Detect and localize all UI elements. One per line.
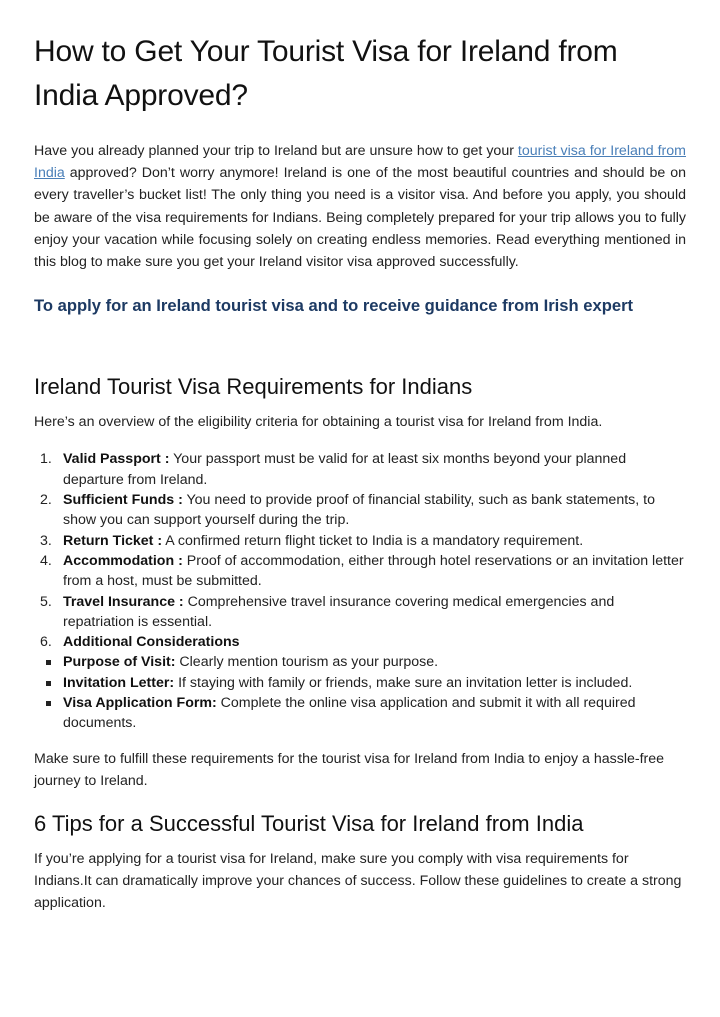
consideration-item (34, 673, 686, 693)
item-text: Comprehensive travel insurance covering medical emergencies and repatriation is essential. (63, 593, 615, 630)
square-bullet-icon (46, 660, 51, 665)
item-label: Purpose of Visit: (63, 654, 176, 671)
item-label: Invitation Letter: (63, 674, 175, 691)
consideration-item (34, 693, 686, 734)
item-number: 4. (40, 552, 52, 569)
cta-heading[interactable]: To apply for an Ireland tourist visa and to receive guidance from Irish expert (34, 296, 634, 316)
item-number: 5. (40, 593, 52, 610)
item-label: Accommodation : (63, 552, 183, 569)
item-text: If staying with family or friends, make sure an invitation letter is included. (174, 674, 633, 691)
item-text: You need to provide proof of financial stability, such as bank statements, to show you can support yourself during the trip. (63, 492, 655, 529)
item-label: Travel Insurance : (63, 593, 184, 610)
requirement-item (34, 551, 686, 592)
item-number: 2. (40, 492, 52, 509)
item-label: Valid Passport : (63, 451, 170, 468)
requirement-item (34, 632, 686, 652)
item-text: Clearly mention tourism as your purpose. (175, 654, 439, 671)
requirement-item (34, 531, 686, 551)
item-number: 3. (40, 532, 52, 549)
square-bullet-icon (46, 701, 51, 706)
page-title: How to Get Your Tourist Visa for Ireland from India Approved? (34, 35, 618, 112)
intro-text-after-link: approved? Don’t worry anymore! Ireland is one of the most beautiful countries and should be on every traveller’s bucket list! The only thing you need is a visitor visa. And before you apply, you should be aware of the visa requirements for Indians. Being completely prepared for your trip allows you to fully enjoy your vacation while focusing solely on creating endless memories. Read everything mentioned in this blog to make sure you get your Ireland visitor visa approved successfully. (34, 165, 686, 271)
item-label: Additional Considerations (63, 634, 240, 651)
tips-heading: 6 Tips for a Successful Tourist Visa for Ireland from India (34, 810, 584, 836)
item-text: Proof of accommodation, either through hotel reservations or an invitation letter from a host, must be submitted. (63, 552, 684, 590)
item-text: Complete the online visa application and submit it with all required documents. (63, 694, 636, 732)
item-label: Sufficient Funds : (63, 492, 183, 509)
square-bullet-icon (46, 681, 51, 686)
item-text: Your passport must be valid for at least six months beyond your planned departure from Ireland. (63, 451, 627, 488)
requirement-item (34, 490, 686, 531)
requirements-lead: Here’s an overview of the eligibility criteria for obtaining a tourist visa for Ireland from India. (34, 414, 603, 431)
intro-paragraph (34, 140, 686, 273)
requirements-list (34, 449, 686, 652)
consideration-item (34, 652, 686, 672)
item-number: 6. (40, 634, 52, 651)
item-label: Visa Application Form: (63, 694, 217, 711)
tourist-visa-link[interactable]: tourist visa for Ireland from India (34, 143, 686, 182)
item-number: 1. (40, 451, 52, 468)
requirement-item (34, 449, 686, 490)
requirement-item (34, 592, 686, 633)
additional-considerations-list (34, 652, 686, 733)
item-text: A confirmed return flight ticket to India is a mandatory requirement. (162, 532, 584, 549)
requirements-heading: Ireland Tourist Visa Requirements for Indians (34, 374, 473, 400)
requirements-closing: Make sure to fulfill these requirements for the tourist visa for Ireland from India to enjoy a hassle-free journey to Ireland. (34, 750, 665, 789)
tips-lead: If you’re applying for a tourist visa for Ireland, make sure you comply with visa requirements for Indians.It can dramatically improve your chances of success. Follow these guidelines to create a strong application. (34, 850, 682, 912)
intro-text-before-link: Have you already planned your trip to Ireland but are unsure how to get your (34, 143, 518, 159)
item-label: Return Ticket : (63, 532, 163, 549)
